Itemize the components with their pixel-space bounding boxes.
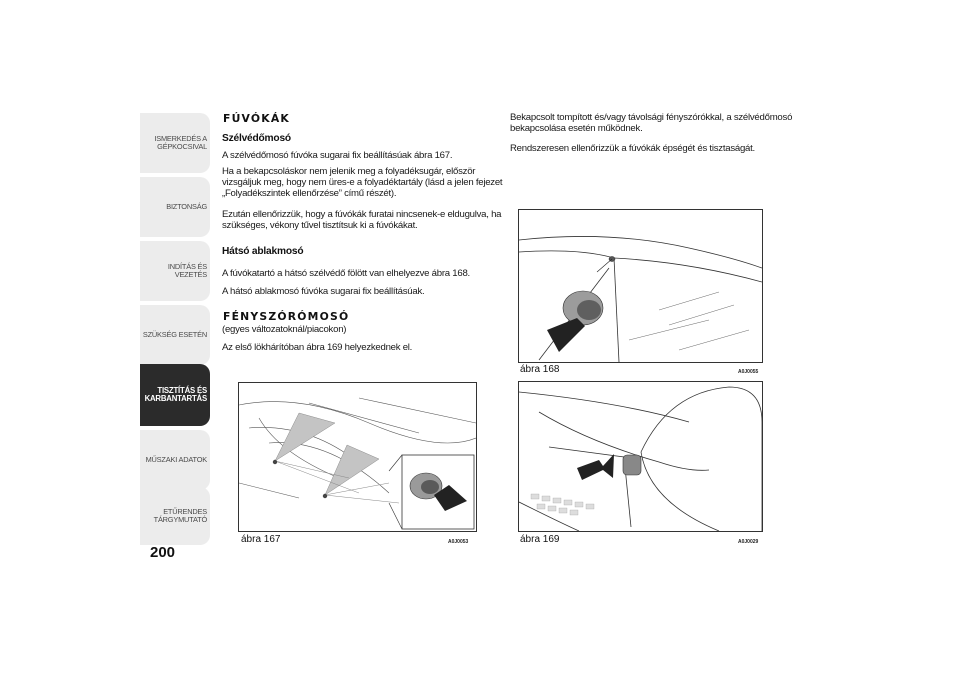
text-line: Bekapcsolt tompított és/vagy távolsági fényszórókkal, a szélvédőmosó bbox=[510, 112, 793, 123]
windshield-washer-illustration bbox=[239, 383, 476, 531]
tab-label: TISZTÍTÁS ÉS bbox=[157, 385, 207, 395]
tab-label: BIZTONSÁG bbox=[166, 201, 207, 211]
figure-167 bbox=[238, 382, 477, 532]
paragraph: Az első lökhárítóban ábra 169 helyezkednek el. bbox=[222, 342, 413, 353]
figure-169 bbox=[518, 381, 763, 532]
tab-label: ETŰRENDES bbox=[163, 506, 207, 516]
subheading: Hátsó ablakmosó bbox=[222, 246, 304, 257]
figure-caption: ábra 167 bbox=[241, 534, 281, 545]
figure-code: A0J0055 bbox=[738, 369, 759, 375]
figure-caption: ábra 168 bbox=[520, 364, 560, 375]
page-number: 200 bbox=[150, 544, 176, 561]
figure-caption: ábra 169 bbox=[520, 534, 560, 545]
tab-label: SZÜKSÉG ESETÉN bbox=[142, 329, 207, 339]
tab-label: KARBANTARTÁS bbox=[144, 394, 207, 403]
paragraph: Rendszeresen ellenőrizzük a fúvókák épségét és tisztaságát. bbox=[510, 143, 755, 154]
section-heading: FÉNYSZÓRÓMOSÓ bbox=[223, 310, 350, 323]
headlight-washer-illustration bbox=[519, 382, 762, 531]
section-heading: FÚVÓKÁK bbox=[223, 112, 290, 125]
text-line: szükséges, vékony tűvel tisztítsuk ki a fúvókákat. bbox=[222, 220, 418, 231]
paragraph: A fúvókatartó a hátsó szélvédő fölött van elhelyezve ábra 168. bbox=[222, 268, 470, 279]
tab-label: ISMERKEDÉS A bbox=[154, 133, 207, 143]
figure-168 bbox=[518, 209, 763, 363]
tab-inditas[interactable] bbox=[140, 241, 210, 301]
text-line: „Folyadékszintek ellenőrzése” című részét). bbox=[222, 188, 397, 199]
paragraph: (egyes változatoknál/piacokon) bbox=[222, 324, 347, 335]
text-line: bekapcsolása esetén működnek. bbox=[510, 123, 643, 134]
tab-label: INDÍTÁS ÉS VEZETÉS bbox=[167, 261, 207, 279]
tab-muszaki[interactable] bbox=[140, 430, 210, 490]
tab-label: MŰSZAKI ADATOK bbox=[145, 454, 207, 464]
paragraph bbox=[222, 209, 501, 231]
text-line: vizsgáljuk meg, hogy nem üres-e a folyadéktartály (lásd a jelen fejezet bbox=[222, 177, 503, 188]
rear-washer-illustration bbox=[519, 210, 762, 362]
subheading: Szélvédőmosó bbox=[222, 133, 291, 144]
figure-code: A0J0053 bbox=[448, 539, 469, 545]
paragraph bbox=[510, 112, 792, 134]
tab-label: TÁRGYMUTATÓ bbox=[153, 515, 207, 524]
paragraph: A hátsó ablakmosó fúvóka sugarai fix beállításúak. bbox=[222, 286, 425, 297]
tab-biztonsag[interactable] bbox=[140, 177, 210, 237]
tab-targymutato[interactable] bbox=[140, 487, 210, 545]
paragraph bbox=[222, 166, 502, 199]
paragraph: A szélvédőmosó fúvóka sugarai fix beállításúak ábra 167. bbox=[222, 150, 453, 161]
figure-code: A0J0029 bbox=[738, 539, 759, 545]
tab-tisztitas[interactable] bbox=[140, 364, 210, 426]
text-line: Ezután ellenőrizzük, hogy a fúvókák furatai nincsenek-e eldugulva, ha bbox=[222, 209, 502, 220]
tab-label: GÉPKOCSIVAL bbox=[157, 142, 207, 151]
tab-szukseg[interactable] bbox=[140, 305, 210, 365]
text-line: Ha a bekapcsoláskor nem jelenik meg a folyadéksugár, először bbox=[222, 166, 476, 177]
tab-ismerkedes[interactable] bbox=[140, 113, 210, 173]
